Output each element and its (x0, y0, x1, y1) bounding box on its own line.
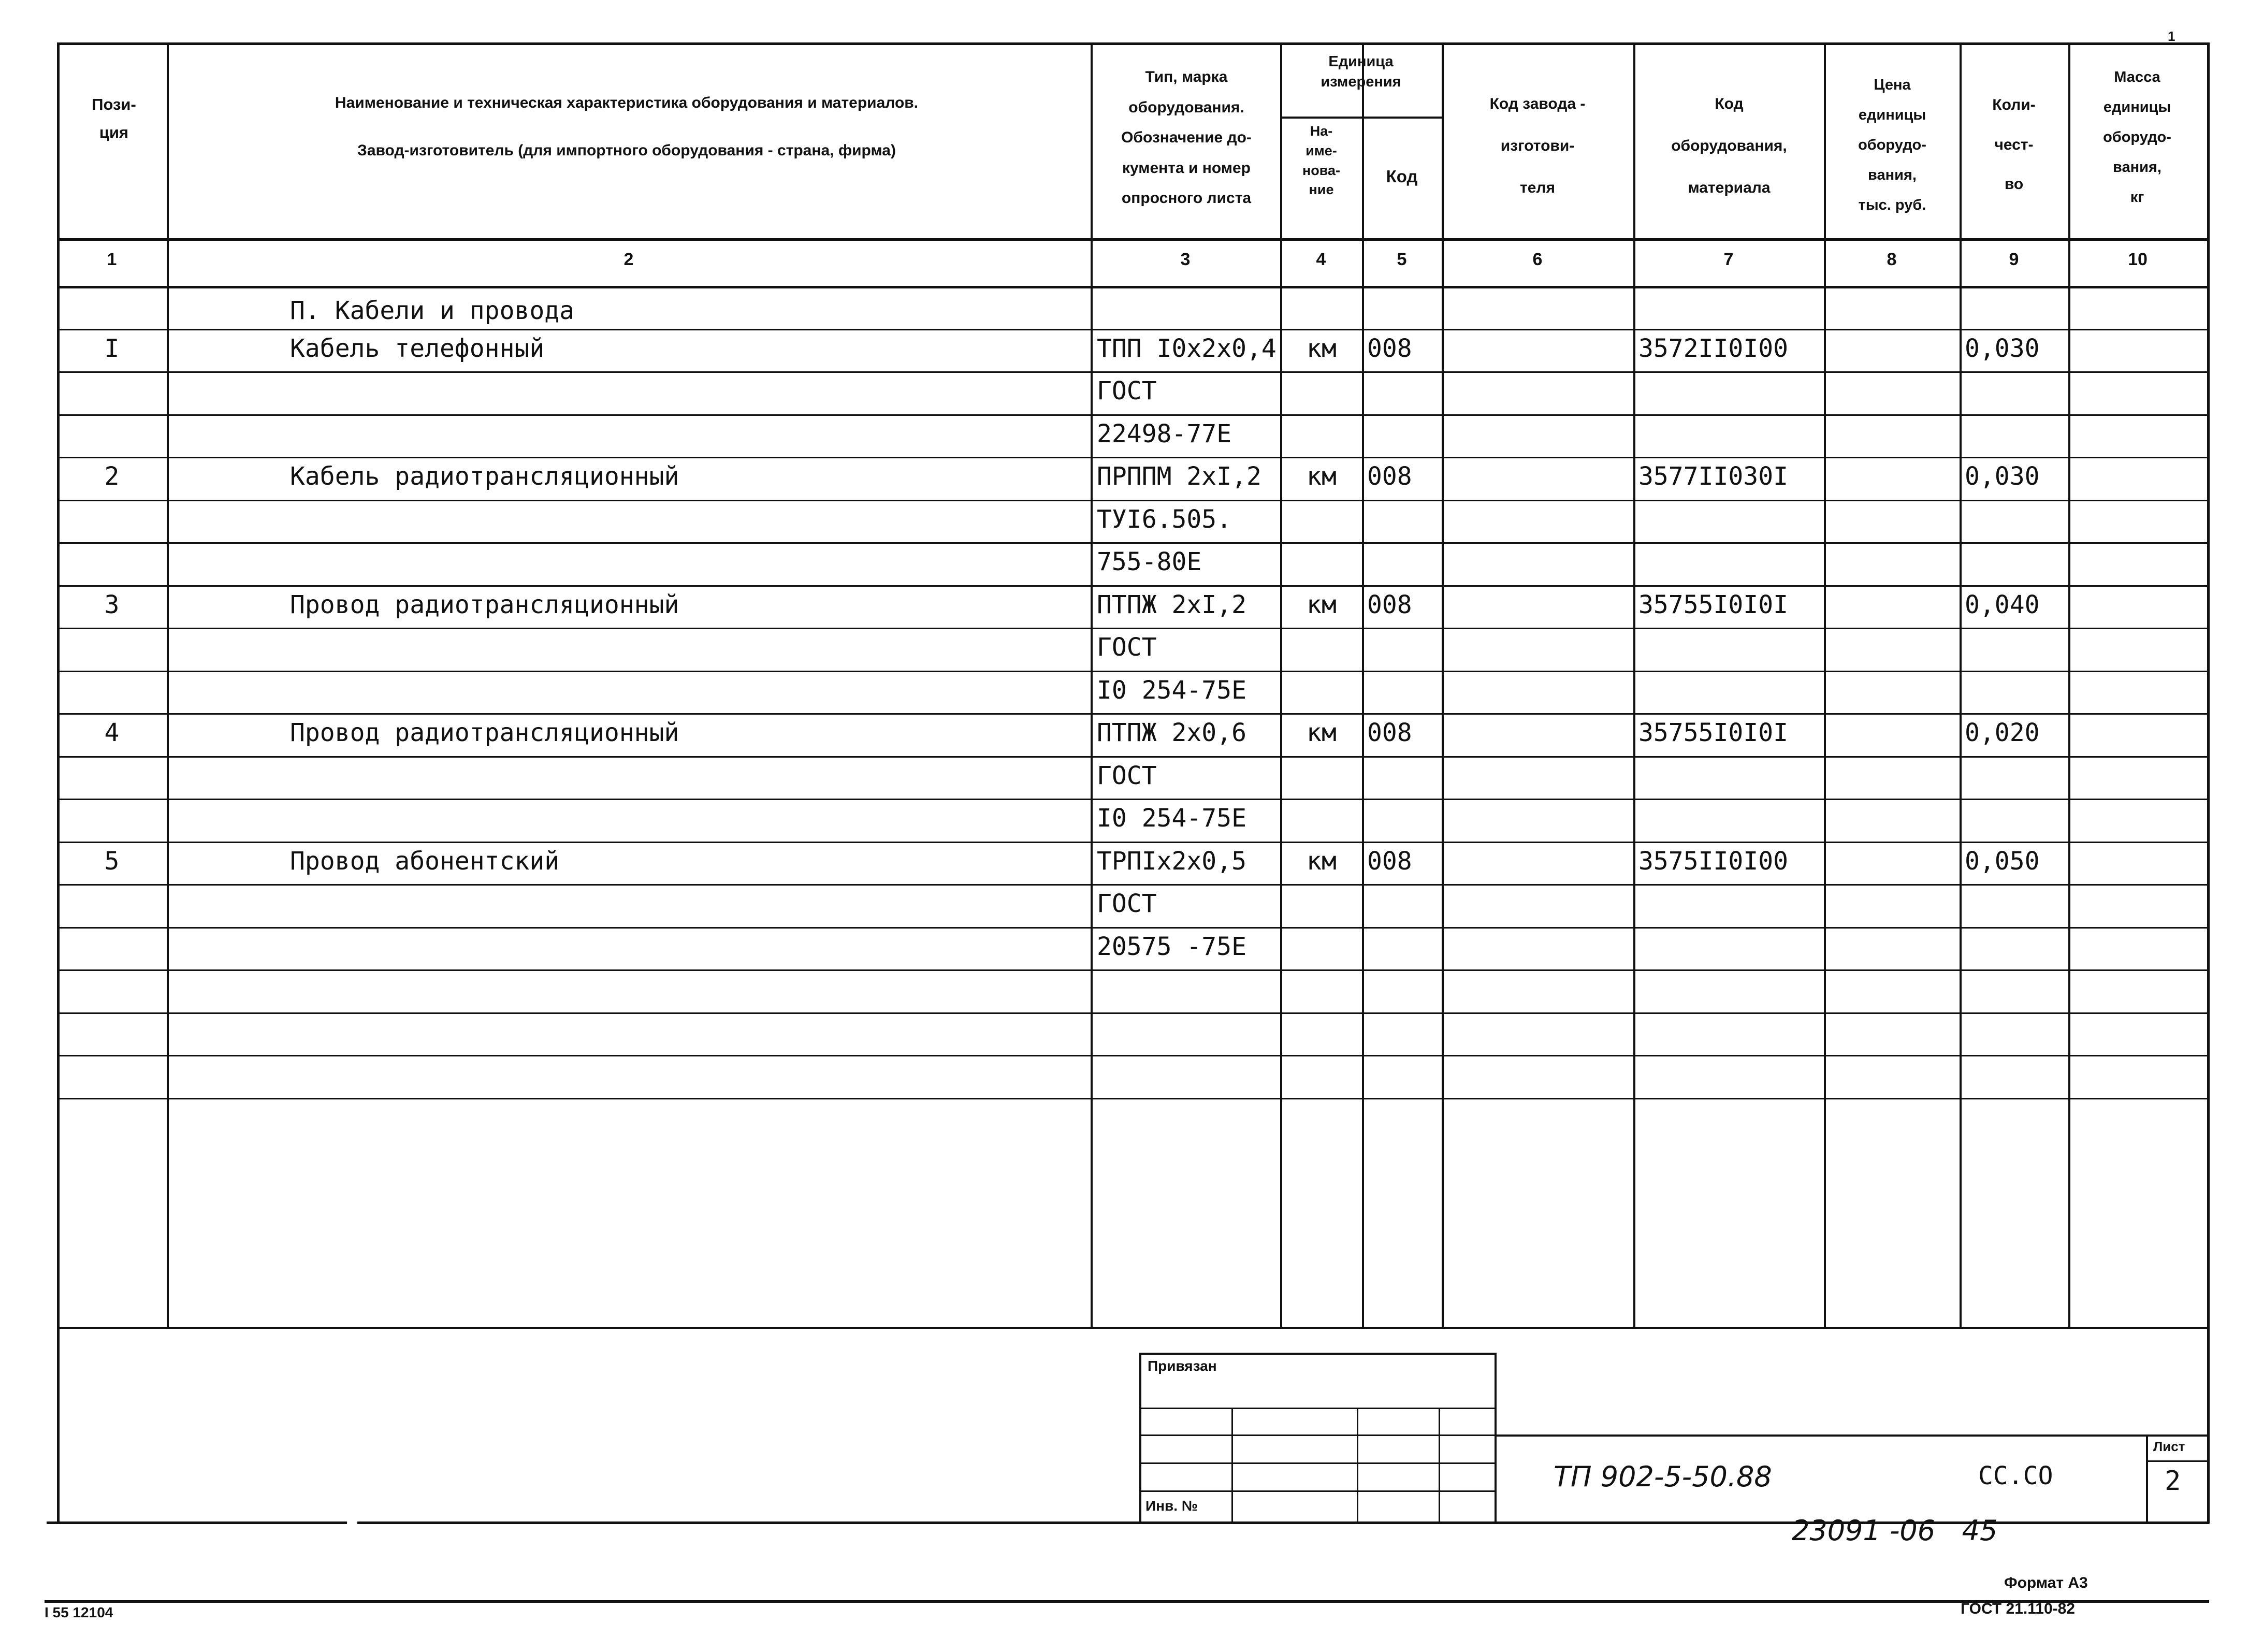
column-number: 10 (2128, 250, 2148, 269)
row-equipment-code: 3575II0I00 (1638, 846, 1788, 876)
column-number: 2 (623, 250, 634, 269)
footer-format: Формат А3 (2004, 1574, 2088, 1591)
stamp-sheet-number: 2 (2165, 1466, 2181, 1497)
grid-line (57, 1327, 60, 1524)
grid-line (57, 542, 2209, 544)
handwritten-number: 23091 -06 45 (1792, 1514, 1998, 1547)
grid-line (1495, 1434, 2209, 1437)
grid-line (1139, 1462, 1497, 1464)
grid-line (57, 414, 2209, 416)
grid-line (1139, 1408, 1497, 1409)
grid-line (1824, 42, 1826, 1327)
header-quantity: Коли- чест- во (1992, 96, 2036, 193)
row-unit-code: 008 (1367, 846, 1412, 876)
row-type: ПТПЖ 2х0,6 (1097, 718, 1246, 747)
stamp-sheet-label: Лист (2153, 1439, 2185, 1454)
grid-line (1960, 42, 1962, 1327)
row-position: 4 (104, 718, 120, 747)
grid-line (57, 927, 2209, 929)
grid-line (2207, 42, 2210, 1327)
row-unit-code: 008 (1367, 590, 1412, 619)
row-position: I (104, 334, 120, 363)
grid-line (1231, 1408, 1233, 1521)
grid-line (57, 500, 2209, 501)
grid-line (1439, 1408, 1440, 1521)
row-type: 22498-77Е (1097, 419, 1232, 448)
header-unit-name: На- име- нова- ние (1302, 123, 1341, 198)
grid-line (2068, 42, 2070, 1327)
column-number: 1 (107, 250, 117, 269)
row-type: ТПП I0х2х0,4 (1097, 334, 1276, 363)
row-position: 3 (104, 590, 120, 619)
row-name: Кабель радиотрансляционный (290, 462, 679, 491)
row-type: ПРППМ 2хI,2 (1097, 462, 1261, 491)
grid-line (57, 799, 2209, 800)
footer-left-number: I 55 12104 (45, 1604, 113, 1620)
row-quantity: 0,030 (1965, 334, 2040, 363)
grid-line (1362, 42, 1364, 1327)
row-type: ГОСТ (1097, 889, 1157, 918)
row-type: ТУI6.505. (1097, 504, 1232, 534)
grid-line (57, 1327, 2209, 1329)
grid-line (1139, 1353, 1497, 1355)
row-unit-code: 008 (1367, 718, 1412, 747)
grid-line (1633, 42, 1635, 1327)
grid-line (57, 756, 2209, 758)
row-type: ГОСТ (1097, 633, 1157, 662)
grid-line (167, 42, 169, 1327)
grid-line (57, 585, 2209, 587)
row-unit: км (1307, 718, 1337, 747)
stamp-mark: СС.СО (1978, 1461, 2053, 1490)
row-equipment-code: 3577II030I (1638, 462, 1788, 491)
row-type: ТРПIх2х0,5 (1097, 846, 1246, 876)
header-position: Пози- ция (92, 95, 136, 142)
row-type: ПТПЖ 2хI,2 (1097, 590, 1246, 619)
column-number: 5 (1397, 250, 1407, 269)
row-type: ГОСТ (1097, 376, 1157, 405)
grid-line (57, 457, 2209, 458)
grid-line (57, 969, 2209, 971)
grid-line (57, 238, 2209, 241)
row-unit: км (1307, 334, 1337, 363)
row-position: 5 (104, 846, 120, 876)
row-name: Кабель телефонный (290, 334, 545, 363)
column-number: 8 (1887, 250, 1897, 269)
grid-line (57, 842, 2209, 843)
column-number: 3 (1180, 250, 1191, 269)
grid-line (1280, 117, 1442, 119)
grid-line (2207, 1327, 2210, 1524)
row-type: 20575 -75Е (1097, 932, 1246, 961)
header-equipment-code: Код оборудования, материала (1671, 95, 1787, 196)
grid-line (45, 1600, 2209, 1603)
grid-line (2146, 1434, 2148, 1521)
grid-line (1139, 1353, 1141, 1521)
row-equipment-code: 3572II0I00 (1638, 334, 1788, 363)
grid-line (57, 671, 2209, 672)
row-type: ГОСТ (1097, 761, 1157, 790)
grid-line (47, 1521, 347, 1524)
grid-line (57, 1012, 2209, 1014)
row-type: 755-80Е (1097, 547, 1202, 576)
grid-line (57, 1098, 2209, 1099)
row-quantity: 0,040 (1965, 590, 2040, 619)
row-name: Провод абонентский (290, 846, 560, 876)
column-number: 6 (1532, 250, 1543, 269)
grid-line (57, 628, 2209, 629)
header-mass: Масса единицы оборудо- вания, кг (2103, 69, 2171, 206)
header-name-line2: Завод-изготовитель (для импортного оборудования - страна, фирма) (357, 142, 896, 159)
grid-line (57, 713, 2209, 715)
row-type: I0 254-75Е (1097, 804, 1246, 833)
section-title: П. Кабели и провода (290, 296, 575, 325)
row-equipment-code: 35755I0I0I (1638, 590, 1788, 619)
row-equipment-code: 35755I0I0I (1638, 718, 1788, 747)
grid-line (1091, 42, 1093, 1327)
stamp-doc-code: ТП 902-5-50.88 (1554, 1460, 1772, 1493)
row-quantity: 0,050 (1965, 846, 2040, 876)
row-unit: км (1307, 590, 1337, 619)
column-number: 9 (2009, 250, 2019, 269)
column-number: 7 (1723, 250, 1734, 269)
grid-line (57, 42, 60, 1327)
row-unit-code: 008 (1367, 334, 1412, 363)
row-quantity: 0,020 (1965, 718, 2040, 747)
grid-line (1495, 1353, 1497, 1521)
header-name-line1: Наименование и техническая характеристика оборудования и материалов. (335, 94, 919, 111)
footer-gost: ГОСТ 21.110-82 (1961, 1600, 2075, 1617)
grid-line (1280, 42, 1282, 1327)
grid-line (57, 42, 2209, 45)
stamp-privyazan: Привязан (1148, 1358, 1217, 1374)
row-name: Провод радиотрансляционный (290, 590, 679, 619)
row-unit: км (1307, 462, 1337, 491)
header-unit-code: Код (1386, 167, 1418, 186)
corner-mark: 1 (2168, 28, 2175, 44)
row-type: I0 254-75Е (1097, 675, 1246, 705)
grid-line (57, 286, 2209, 288)
header-factory-code: Код завода - изготови- теля (1489, 95, 1586, 196)
header-type: Тип, марка оборудования. Обозначение до- кумента и номер опросного листа (1121, 68, 1252, 207)
grid-line (2146, 1460, 2208, 1462)
column-number: 4 (1316, 250, 1326, 269)
row-unit: км (1307, 846, 1337, 876)
row-quantity: 0,030 (1965, 462, 2040, 491)
grid-line (57, 1055, 2209, 1056)
grid-line (1442, 42, 1444, 1327)
grid-line (57, 884, 2209, 886)
grid-line (1357, 1408, 1358, 1521)
grid-line (57, 371, 2209, 373)
row-name: Провод радиотрансляционный (290, 718, 679, 747)
header-price: Цена единицы оборудо- вания, тыс. руб. (1858, 77, 1926, 213)
grid-line (57, 329, 2209, 330)
row-position: 2 (104, 462, 120, 491)
stamp-inv-no: Инв. № (1145, 1498, 1198, 1514)
grid-line (1139, 1434, 1497, 1436)
header-unit-group: Единица измерения (1321, 53, 1401, 91)
grid-line (1139, 1490, 1497, 1492)
row-unit-code: 008 (1367, 462, 1412, 491)
